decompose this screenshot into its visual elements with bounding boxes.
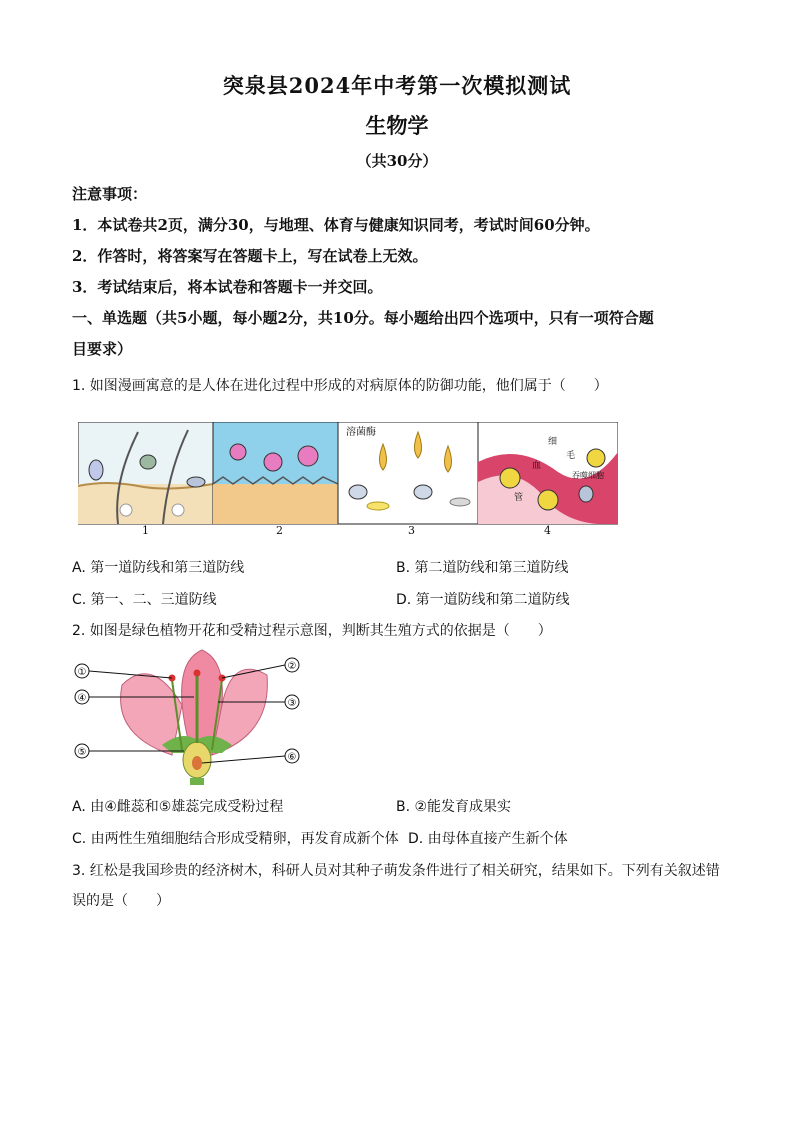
note-item: 3．考试结束后，将本试卷和答题卡一并交回。 — [72, 278, 383, 296]
panel-phagocyte — [478, 422, 618, 524]
flower-fertilization-diagram — [72, 645, 312, 785]
label-4: ④ — [77, 693, 87, 704]
immune-defense-comic — [78, 422, 618, 526]
vessel-label-blood: 血 — [532, 461, 542, 471]
section-heading-cont: 目要求） — [72, 340, 133, 358]
panel-number: 1 — [142, 524, 149, 537]
vessel-label-hair: 毛 — [566, 451, 576, 461]
label-3: ③ — [287, 698, 297, 709]
panel-skin — [78, 422, 213, 524]
panel-number: 2 — [276, 524, 283, 537]
q2-option-a[interactable]: A. 由④雌蕊和⑤雄蕊完成受粉过程 — [72, 799, 284, 815]
exam-total-score: （共30分） — [356, 152, 438, 170]
label-2: ② — [287, 661, 297, 672]
q1-option-b[interactable]: B. 第二道防线和第三道防线 — [396, 560, 569, 576]
q1-option-d[interactable]: D. 第一道防线和第二道防线 — [396, 592, 570, 608]
q2-option-b[interactable]: B. ②能发育成果实 — [396, 799, 512, 815]
exam-subject: 生物学 — [365, 113, 429, 138]
label-6: ⑥ — [287, 752, 297, 763]
q2-option-d[interactable]: D. 由母体直接产生新个体 — [408, 831, 568, 847]
phagocyte-label: 吞噬细胞 — [572, 471, 604, 480]
question-1-stem: 1. 如图漫画寓意的是人体在进化过程中形成的对病原体的防御功能，他们属于（ ） — [72, 378, 608, 394]
question-3-stem: 3. 红松是我国珍贵的经济树木，科研人员对其种子萌发条件进行了相关研究，结果如下。下列有关叙述错 — [72, 863, 720, 879]
panel-lysozyme — [338, 422, 478, 524]
q2-option-c[interactable]: C. 由两性生殖细胞结合形成受精卵，再发育成新个体 — [72, 831, 399, 847]
label-5: ⑤ — [77, 747, 87, 758]
panel-number: 3 — [408, 524, 415, 537]
q1-option-a[interactable]: A. 第一道防线和第三道防线 — [72, 560, 245, 576]
label-1: ① — [77, 667, 87, 678]
note-item: 2．作答时，将答案写在答题卡上，写在试卷上无效。 — [72, 247, 428, 265]
flower-illustration — [121, 650, 268, 785]
note-item: 1．本试卷共2页，满分30，与地理、体育与健康知识同考，考试时间60分钟。 — [72, 216, 600, 234]
q1-option-c[interactable]: C. 第一、二、三道防线 — [72, 592, 217, 608]
notes-heading: 注意事项： — [72, 185, 148, 203]
question-2-stem: 2. 如图是绿色植物开花和受精过程示意图，判断其生殖方式的依据是（ ） — [72, 623, 552, 639]
question-3-stem-cont: 误的是（ ） — [72, 893, 170, 909]
vessel-label-tube: 管 — [514, 493, 524, 503]
vessel-label-thin: 细 — [548, 437, 558, 447]
lysozyme-label: 溶菌酶 — [346, 427, 376, 438]
panel-mucosa — [213, 422, 338, 524]
section-heading: 一、单选题（共5小题，每小题2分，共10分。每小题给出四个选项中，只有一项符合题 — [72, 309, 654, 327]
panel-number: 4 — [544, 524, 551, 537]
exam-title: 突泉县2024年中考第一次模拟测试 — [222, 73, 572, 98]
